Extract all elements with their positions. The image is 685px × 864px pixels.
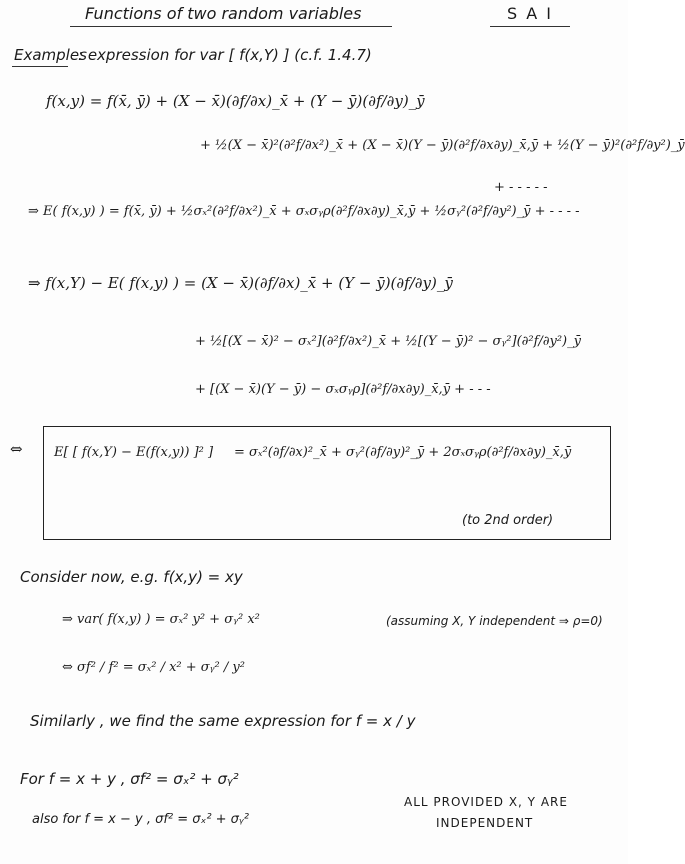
deviation-equation-line-1: ⇒ f(x,Y) − E( f(x,y) ) = (X − x̄)(∂f/∂x)_x̄ + (Y − ȳ)(∂f/∂y)_ȳ — [28, 274, 453, 292]
expectation-equation: ⇒ E( f(x,y) ) = f(x̄, ȳ) + ½σₓ²(∂²f/∂x²)_x̄ + σₓσᵧρ(∂²f/∂x∂y)_x̄,ȳ + ½σᵧ²(∂²f/∂y²)_ȳ + - - - - — [28, 204, 580, 219]
relative-variance-line: ⇔ σf² / f² = σₓ² / x² + σᵧ² / y² — [62, 660, 245, 675]
taylor-expansion-line-2: + ½(X − x̄)²(∂²f/∂x²)_x̄ + (X − x̄)(Y − ȳ)(∂²f/∂x∂y)_x̄,ȳ + ½(Y − ȳ)²(∂²f/∂y²)_ȳ — [200, 138, 685, 153]
taylor-expansion-continuation: + - - - - - — [494, 180, 548, 195]
independence-assumption: (assuming X, Y independent ⇒ ρ=0) — [386, 614, 603, 628]
provided-caveat-line-2: INDEPENDENT — [436, 816, 534, 830]
examples-underline — [12, 66, 68, 67]
variance-product-line: ⇒ var( f(x,y) ) = σₓ² y² + σᵧ² x² — [62, 612, 260, 627]
title-underline — [70, 26, 392, 27]
consider-line: Consider now, e.g. f(x,y) = xy — [20, 568, 243, 586]
examples-text: : expression for var [ f(x,Y) ] (c.f. 1.4.7) — [78, 46, 372, 64]
deviation-equation-line-3: + [(X − x̄)(Y − ȳ) − σₓσᵧρ](∂²f/∂x∂y)_x̄,ȳ + - - - — [195, 382, 491, 397]
author-underline — [490, 26, 570, 27]
boxed-rhs: = σₓ²(∂f/∂x)²_x̄ + σᵧ²(∂f/∂y)²_ȳ + 2σₓσᵧρ(∂²f/∂x∂y)_x̄,ȳ — [234, 445, 572, 460]
taylor-expansion-line-1: f(x,y) = f(x̄, ȳ) + (X − x̄)(∂f/∂x)_x̄ + (Y − ȳ)(∂f/∂y)_ȳ — [46, 92, 425, 110]
deviation-equation-line-2: + ½[(X − x̄)² − σₓ²](∂²f/∂x²)_x̄ + ½[(Y − ȳ)² − σᵧ²](∂²f/∂y²)_ȳ — [195, 334, 581, 349]
second-order-note: (to 2nd order) — [462, 513, 554, 528]
similarly-line: Similarly , we find the same expression for f = x / y — [30, 712, 416, 730]
difference-variance-line: also for f = x − y , σf² = σₓ² + σᵧ² — [32, 812, 249, 827]
equivalence-arrow: ⇔ — [10, 440, 23, 458]
page-title: Functions of two random variables — [85, 4, 362, 23]
provided-caveat-line-1: ALL PROVIDED X, Y ARE — [404, 795, 568, 809]
author-initials: S A I — [507, 4, 553, 23]
examples-label: Examples — [14, 46, 87, 64]
boxed-lhs: E[ [ f(x,Y) − E(f(x,y)) ]² ] — [54, 445, 214, 460]
sum-variance-line: For f = x + y , σf² = σₓ² + σᵧ² — [20, 770, 239, 788]
boxed-variance-result — [43, 426, 611, 540]
